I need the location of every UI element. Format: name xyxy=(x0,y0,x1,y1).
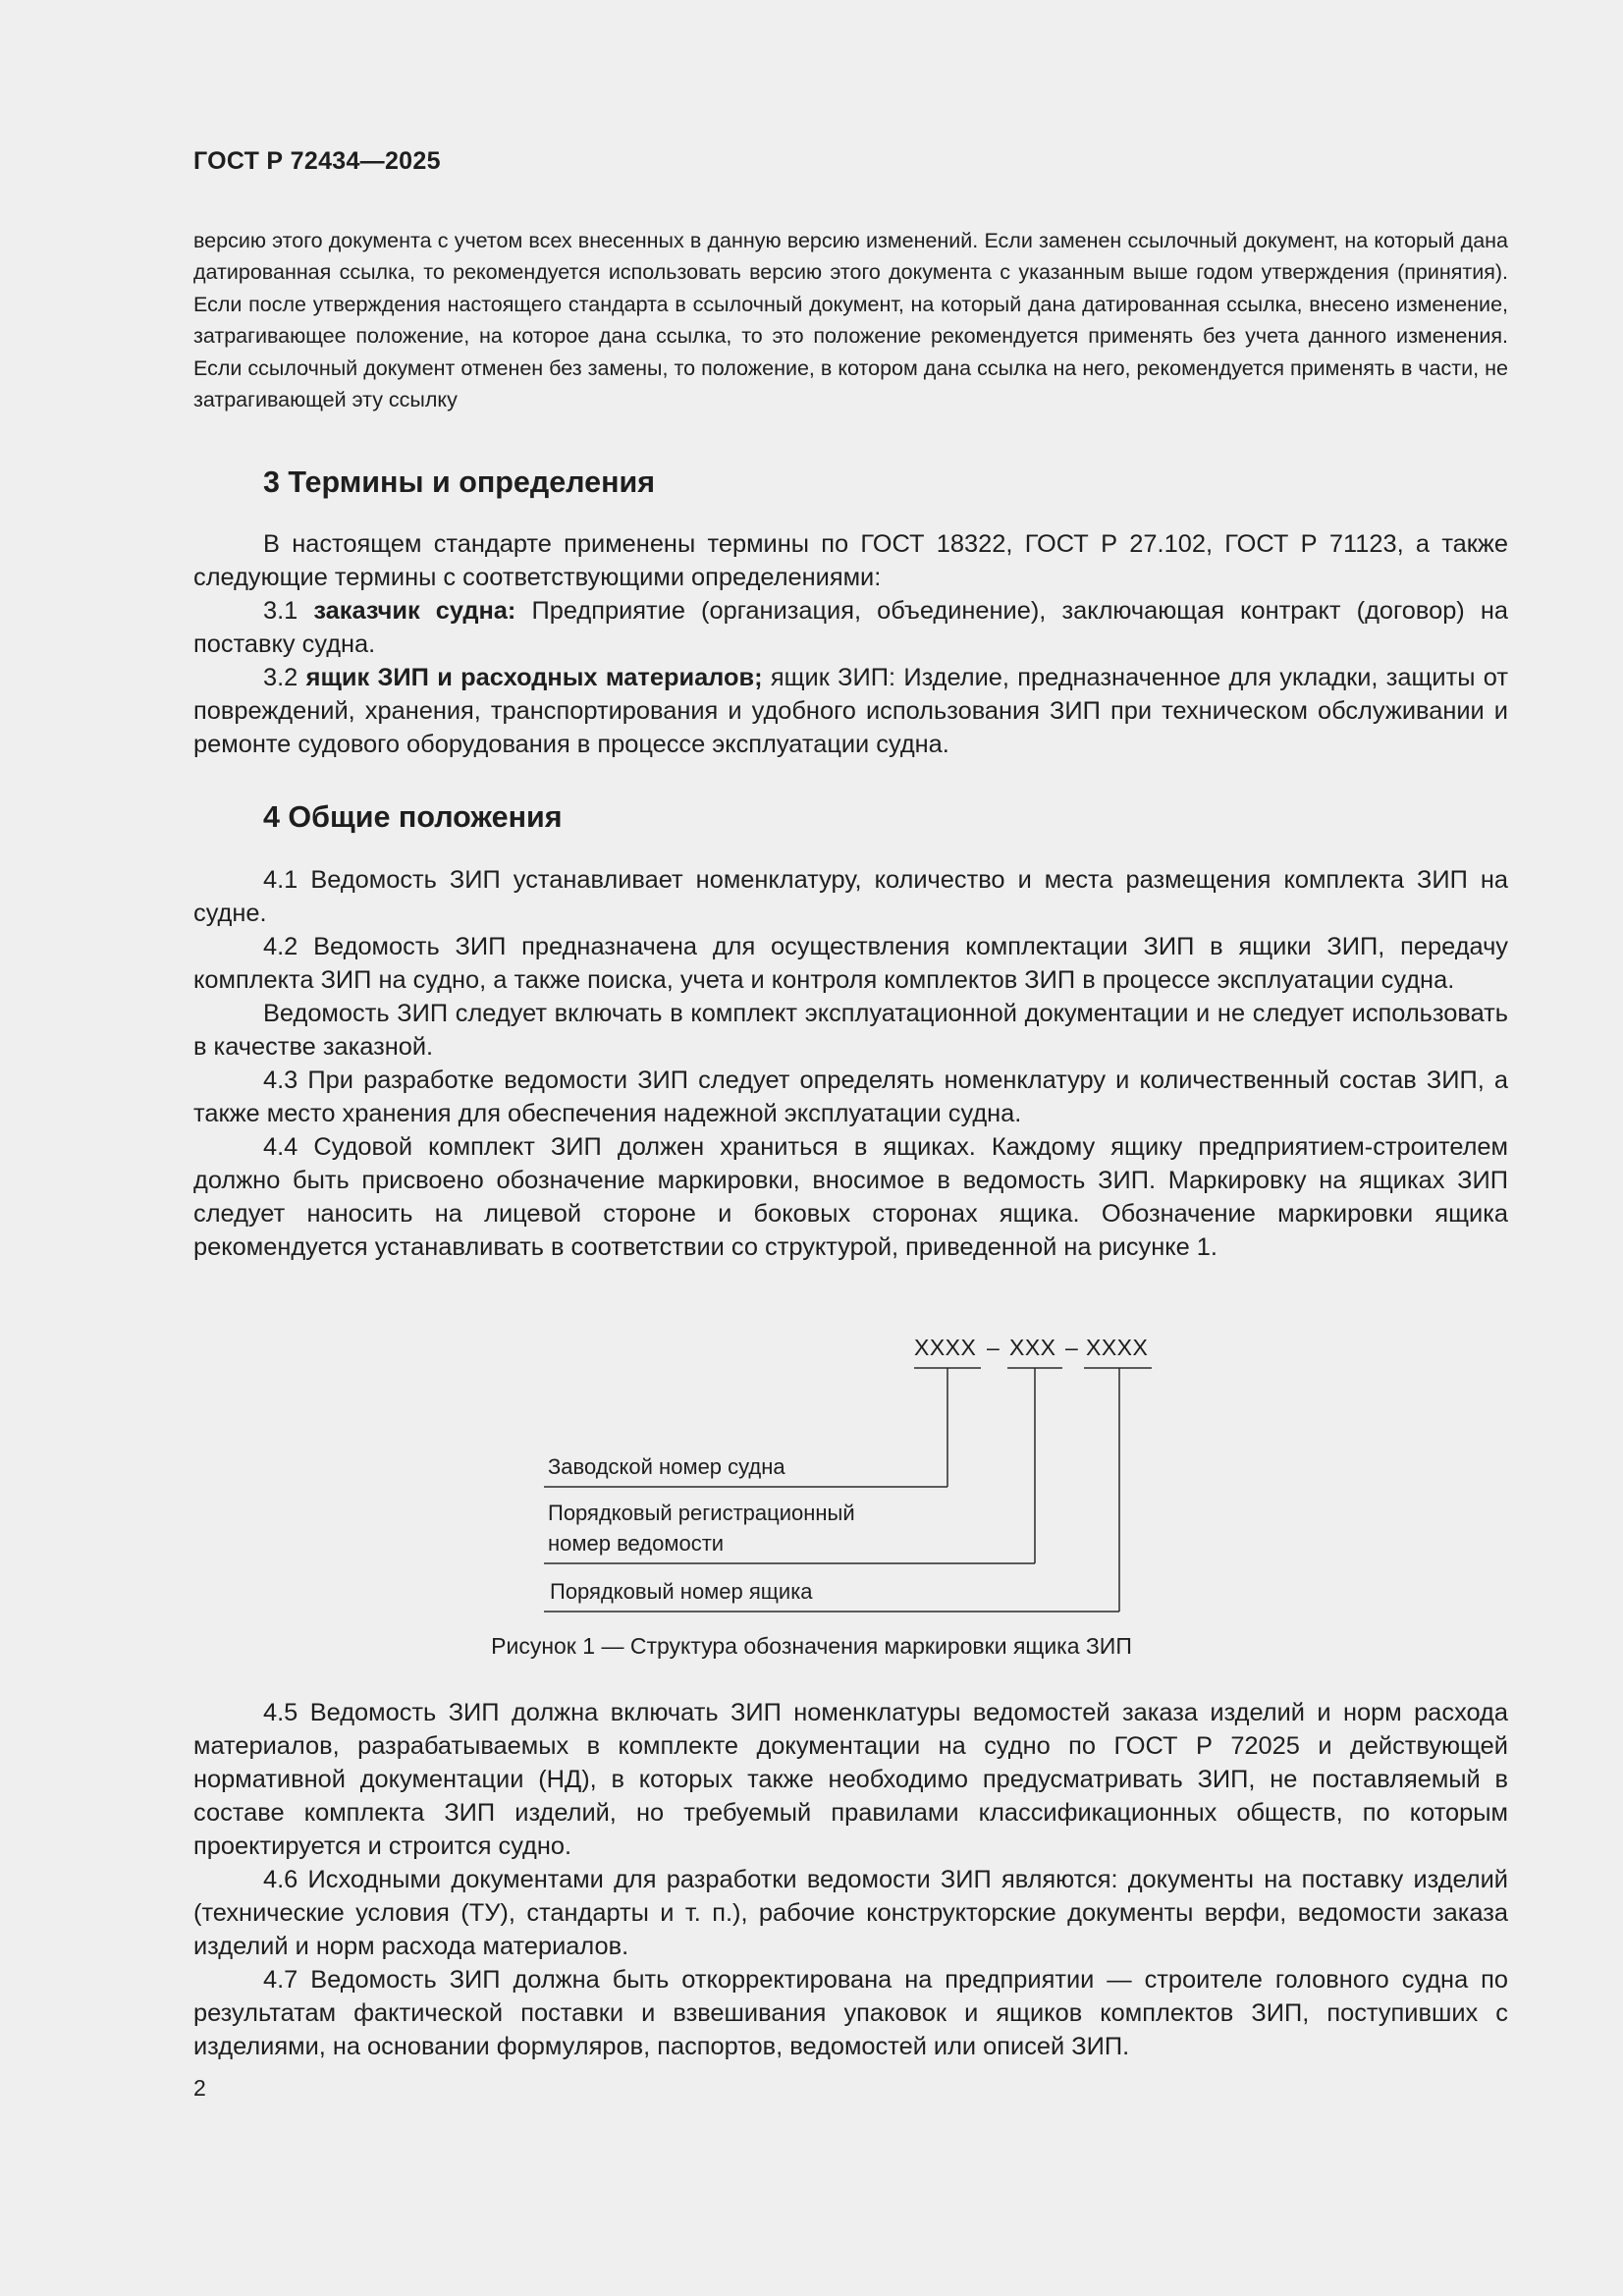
clause-4-5: 4.5 Ведомость ЗИП должна включать ЗИП номенклатуры ведомостей заказа изделий и норм расхода материалов, разрабатываемых в комплекте документации на судно по ГОСТ Р 72025 и действующей нормативной документации (НД), в которых также необходимо предусматривать ЗИП, не поставляемый в составе комплекта ЗИП изделий, но требуемый правилами классификационных обществ, по которым проектируется и строится судно. xyxy=(193,1699,1508,1860)
clause-4-3: 4.3 При разработке ведомости ЗИП следует определять номенклатуру и количественный состав ЗИП, а также место хранения для обеспечения надежной эксплуатации судна. xyxy=(193,1066,1508,1127)
code-part-box-number: XXXX xyxy=(1086,1335,1149,1360)
clause-4-2-continuation: Ведомость ЗИП следует включать в комплект эксплуатационной документации и не следует использовать в качестве заказной. xyxy=(193,1000,1508,1061)
clause-4-6: 4.6 Исходными документами для разработки ведомости ЗИП являются: документы на поставку изделий (технические условия (ТУ), стандарты и т. п.), рабочие конструкторские документы верфи, ведомости заказа изделий и норм расхода материалов. xyxy=(193,1866,1508,1960)
document-id-header: ГОСТ Р 72434—2025 xyxy=(193,147,441,175)
label-list-number-line2: номер ведомости xyxy=(548,1531,725,1556)
code-separator-1: – xyxy=(987,1335,1001,1360)
clause-4-2: 4.2 Ведомость ЗИП предназначена для осуществления комплектации ЗИП в ящики ЗИП, передачу комплекта ЗИП на судно, а также поиска, учета и контроля комплектов ЗИП в процессе эксплуатации судна. xyxy=(193,933,1508,994)
clause-4-1: 4.1 Ведомость ЗИП устанавливает номенклатуру, количество и места размещения комплекта ЗИП на судне. xyxy=(193,866,1508,927)
page-number: 2 xyxy=(193,2075,206,2101)
code-part-hull-number: XXXX xyxy=(914,1335,977,1360)
code-separator-2: – xyxy=(1065,1335,1079,1360)
label-box-number: Порядковый номер ящика xyxy=(550,1579,813,1604)
intro-text: версию этого документа с учетом всех внесенных в данную версию изменений. Если заменен ссылочный документ, на который дана датированная ссылка, то рекомендуется использовать версию этого документа с указанным выше годом утверждения (принятия). Если после утверждения настоящего стандарта в ссылочный документ, на который дана датированная ссылка, внесено изменение, затрагивающее положение, на которое дана ссылка, то это положение рекомендуется применять без учета данного изменения. Если ссылочный документ отменен без замены, то положение, в котором дана ссылка на него, рекомендуется применять в части, не затрагивающей эту ссылку xyxy=(193,229,1508,412)
section-4-title: 4 Общие положения xyxy=(263,800,563,834)
marking-structure-figure xyxy=(530,1331,1217,1625)
term-3-2-number: 3.2 xyxy=(263,664,306,691)
term-3-2-term: ящик ЗИП и расходных материалов; xyxy=(305,664,763,691)
code-part-list-number: XXX xyxy=(1009,1335,1056,1360)
clause-4-7: 4.7 Ведомость ЗИП должна быть откорректирована на предприятии — строителе головного судна по результатам фактической поставки и взвешивания упаковок и ящиков комплектов ЗИП, поступивших с изделиями, на основании формуляров, паспортов, ведомостей или описей ЗИП. xyxy=(193,1966,1508,2060)
intro-paragraph xyxy=(193,225,1508,415)
section-3-title: 3 Термины и определения xyxy=(263,465,656,499)
term-3-2 xyxy=(193,661,1508,761)
section-3-intro: В настоящем стандарте применены термины по ГОСТ 18322, ГОСТ Р 27.102, ГОСТ Р 71123, а также следующие термины с соответствующими определениями: xyxy=(193,530,1508,591)
figure-caption: Рисунок 1 — Структура обозначения маркировки ящика ЗИП xyxy=(491,1633,1132,1659)
term-3-2-definition: ящик ЗИП: Изделие, предназначенное для укладки, защиты от повреждений, хранения, транспортирования и удобного использования ЗИП при техническом обслуживании и ремонте судового оборудования в процессе эксплуатации судна. xyxy=(193,664,1509,758)
label-list-number-line1: Порядковый регистрационный xyxy=(548,1501,855,1525)
section-4-body-part1 xyxy=(193,863,1508,1264)
term-3-1-number: 3.1 xyxy=(263,597,314,625)
term-3-1-term: заказчик судна: xyxy=(313,597,516,625)
term-3-1-definition: Предприятие (организация, объединение), заключающая контракт (договор) на поставку судна. xyxy=(193,597,1508,658)
label-hull-number: Заводской номер судна xyxy=(548,1454,785,1479)
term-3-1 xyxy=(193,594,1508,661)
section-3-body xyxy=(193,527,1508,761)
section-4-body-part2 xyxy=(193,1696,1508,2063)
clause-4-4: 4.4 Судовой комплект ЗИП должен храниться в ящиках. Каждому ящику предприятием-строителем должно быть присвоено обозначение маркировки, вносимое в ведомость ЗИП. Маркировку на ящиках ЗИП следует наносить на лицевой стороне и боковых сторонах ящика. Обозначение маркировки ящика рекомендуется устанавливать в соответствии со структурой, приведенной на рисунке 1. xyxy=(193,1133,1508,1261)
